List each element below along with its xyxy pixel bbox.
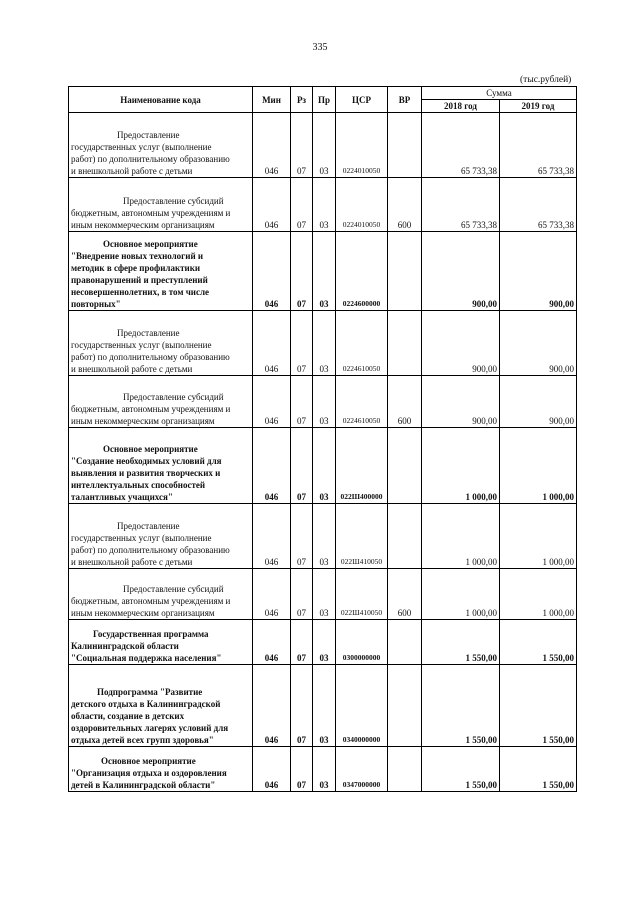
units-label: (тыс.рублей)	[520, 75, 572, 85]
row-vr: 600	[388, 376, 422, 428]
row-rz: 07	[291, 113, 313, 178]
row-sum-2019: 900,00	[500, 311, 577, 376]
row-csr: 0224610050	[336, 311, 388, 376]
row-csr: 0224010050	[336, 113, 388, 178]
table-row	[69, 620, 577, 665]
row-pr: 03	[313, 620, 336, 665]
row-sum-2019: 65 733,38	[500, 113, 577, 178]
row-rz: 07	[291, 569, 313, 620]
table-row	[69, 376, 577, 428]
row-name: Основное мероприятие "Внедрение новых технологий и методик в сфере профилактики правонарушений и преступлений несовершеннолетних, в том числе повторных"	[69, 232, 253, 311]
table-row	[69, 311, 577, 376]
table-row	[69, 504, 577, 569]
header-2019: 2019 год	[500, 100, 577, 113]
row-min: 046	[253, 428, 291, 504]
row-min: 046	[253, 747, 291, 792]
row-sum-2019: 900,00	[500, 232, 577, 311]
table-row	[69, 747, 577, 792]
header-pr: Пр	[313, 87, 336, 113]
row-vr	[388, 428, 422, 504]
row-csr: 0224610050	[336, 376, 388, 428]
row-rz: 07	[291, 178, 313, 232]
budget-table	[68, 86, 577, 792]
row-min: 046	[253, 376, 291, 428]
row-csr: 0224010050	[336, 178, 388, 232]
row-sum-2019: 1 550,00	[500, 747, 577, 792]
row-pr: 03	[313, 665, 336, 747]
row-vr	[388, 311, 422, 376]
row-csr: 0340000000	[336, 665, 388, 747]
row-sum-2018: 1 000,00	[422, 428, 500, 504]
row-min: 046	[253, 232, 291, 311]
row-pr: 03	[313, 504, 336, 569]
row-csr: 022Ш410050	[336, 504, 388, 569]
row-csr: 0224600000	[336, 232, 388, 311]
row-min: 046	[253, 569, 291, 620]
row-pr: 03	[313, 747, 336, 792]
row-vr	[388, 504, 422, 569]
row-sum-2019: 65 733,38	[500, 178, 577, 232]
table-row	[69, 232, 577, 311]
row-name: Предоставление государственных услуг (выполнение работ) по дополнительному образованию и внешкольной работе с детьми	[69, 311, 253, 376]
row-vr	[388, 620, 422, 665]
row-sum-2019: 1 000,00	[500, 428, 577, 504]
row-pr: 03	[313, 178, 336, 232]
row-name: Подпрограмма "Развитие детского отдыха в Калининградской области, создание в детских оздоровительных лагерях условий для отдыха детей всех групп здоровья"	[69, 665, 253, 747]
row-sum-2019: 1 000,00	[500, 569, 577, 620]
row-name: Основное мероприятие "Организация отдыха и оздоровления детей в Калининградской области"	[69, 747, 253, 792]
row-rz: 07	[291, 311, 313, 376]
row-rz: 07	[291, 428, 313, 504]
row-sum-2019: 1 000,00	[500, 504, 577, 569]
row-rz: 07	[291, 620, 313, 665]
header-csr: ЦСР	[336, 87, 388, 113]
row-name: Государственная программа Калининградской области "Социальная поддержка населения"	[69, 620, 253, 665]
row-name: Предоставление государственных услуг (выполнение работ) по дополнительному образованию и внешкольной работе с детьми	[69, 504, 253, 569]
table-row	[69, 569, 577, 620]
row-vr	[388, 665, 422, 747]
row-csr: 022Ш400000	[336, 428, 388, 504]
row-rz: 07	[291, 747, 313, 792]
row-min: 046	[253, 311, 291, 376]
row-min: 046	[253, 178, 291, 232]
row-sum-2018: 1 550,00	[422, 620, 500, 665]
row-sum-2019: 1 550,00	[500, 620, 577, 665]
header-min: Мин	[253, 87, 291, 113]
table-row	[69, 665, 577, 747]
row-min: 046	[253, 113, 291, 178]
row-min: 046	[253, 665, 291, 747]
row-pr: 03	[313, 311, 336, 376]
row-vr	[388, 747, 422, 792]
row-pr: 03	[313, 428, 336, 504]
row-sum-2018: 900,00	[422, 311, 500, 376]
row-sum-2019: 1 550,00	[500, 665, 577, 747]
row-vr: 600	[388, 178, 422, 232]
header-2018: 2018 год	[422, 100, 500, 113]
row-csr: 022Ш410050	[336, 569, 388, 620]
row-rz: 07	[291, 665, 313, 747]
row-sum-2018: 65 733,38	[422, 178, 500, 232]
row-rz: 07	[291, 232, 313, 311]
row-name: Предоставление субсидий бюджетным, автономным учреждениям и иным некоммерческим организациям	[69, 569, 253, 620]
table-row	[69, 428, 577, 504]
row-pr: 03	[313, 113, 336, 178]
row-vr	[388, 113, 422, 178]
header-sum: Сумма	[422, 87, 577, 100]
row-vr	[388, 232, 422, 311]
row-min: 046	[253, 620, 291, 665]
row-csr: 0300000000	[336, 620, 388, 665]
row-pr: 03	[313, 376, 336, 428]
header-vr: ВР	[388, 87, 422, 113]
row-pr: 03	[313, 232, 336, 311]
page-number: 335	[312, 42, 328, 53]
row-sum-2018: 1 550,00	[422, 747, 500, 792]
row-sum-2018: 1 000,00	[422, 569, 500, 620]
row-name: Предоставление субсидий бюджетным, автономным учреждениям и иным некоммерческим организациям	[69, 376, 253, 428]
row-name: Основное мероприятие "Создание необходимых условий для выявления и развития творческих и интеллектуальных способностей талантливых учащихся"	[69, 428, 253, 504]
row-sum-2018: 1 000,00	[422, 504, 500, 569]
row-sum-2018: 900,00	[422, 376, 500, 428]
header-name: Наименование кода	[69, 87, 253, 113]
table-row	[69, 113, 577, 178]
row-vr: 600	[388, 569, 422, 620]
row-name: Предоставление субсидий бюджетным, автономным учреждениям и иным некоммерческим организациям	[69, 178, 253, 232]
header-rz: Рз	[291, 87, 313, 113]
row-sum-2019: 900,00	[500, 376, 577, 428]
row-rz: 07	[291, 504, 313, 569]
table-row	[69, 178, 577, 232]
row-rz: 07	[291, 376, 313, 428]
row-csr: 0347000000	[336, 747, 388, 792]
row-name: Предоставление государственных услуг (выполнение работ) по дополнительному образованию и внешкольной работе с детьми	[69, 113, 253, 178]
row-sum-2018: 65 733,38	[422, 113, 500, 178]
row-sum-2018: 900,00	[422, 232, 500, 311]
row-sum-2018: 1 550,00	[422, 665, 500, 747]
row-pr: 03	[313, 569, 336, 620]
row-min: 046	[253, 504, 291, 569]
